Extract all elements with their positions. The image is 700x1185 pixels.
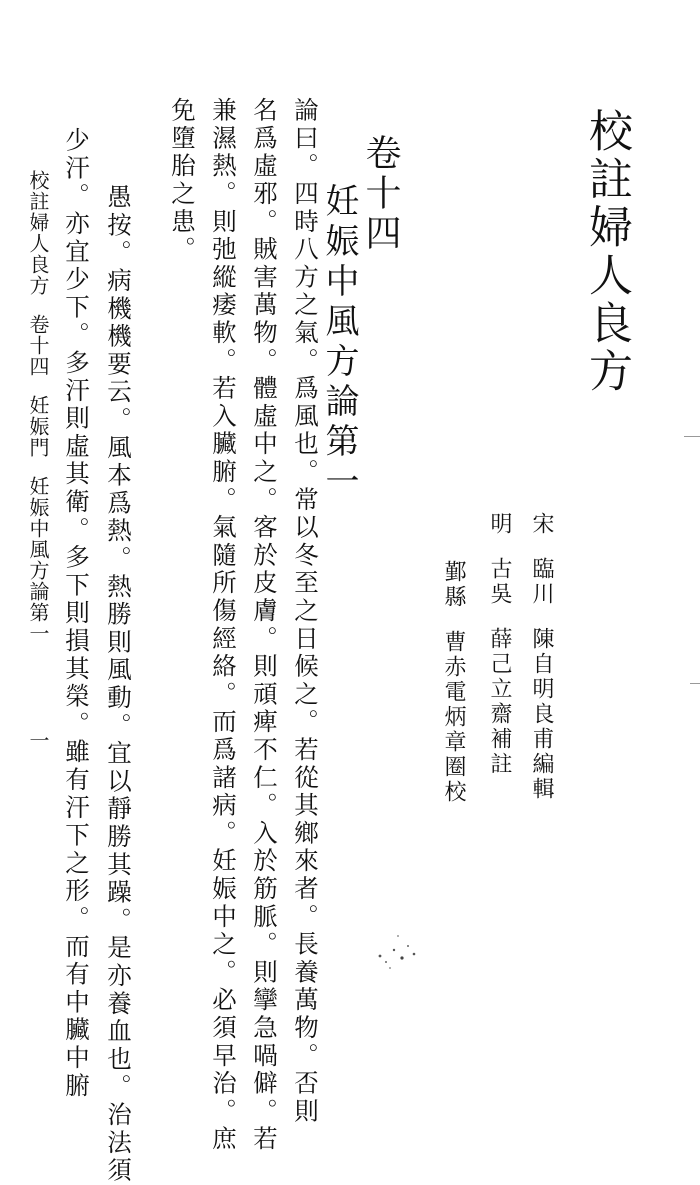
compiler-place: 鄞縣: [441, 560, 466, 610]
compiler-dynasty: 宋: [529, 512, 554, 537]
page-number: 一: [26, 730, 50, 751]
body-text-column-3: 兼濕熱。則弛縱痿軟。若入臟腑。氣隨所傷經絡。而爲諸病。妊娠中之。必須早治。庶: [209, 97, 238, 1154]
compiler-place: 臨川: [529, 557, 554, 607]
ink-speckle-marks: [372, 928, 422, 970]
footer-book-title: 校註婦人良方: [26, 170, 50, 296]
note-text-column-2: 少汗。亦宜少下。多汗則虛其衛。多下則損其榮。雖有汗下之形。而有中臟中腑: [62, 127, 91, 1100]
body-text-column-1: 論曰。四時八方之氣。爲風也。常以冬至之日候之。若從其鄉來者。長養萬物。否則: [291, 97, 320, 1126]
chapter-title: 妊娠中風方論第一: [319, 183, 359, 503]
compiler-name: 曹赤電炳章圈校: [441, 630, 466, 805]
scan-mark-right: [684, 436, 700, 437]
body-text-column-2: 名爲虛邪。賊害萬物。體虛中之。客於皮膚。則頑痺不仁。入於筋脈。則攣急喎僻。若: [250, 97, 279, 1154]
compiler-dynasty: 明: [487, 512, 512, 537]
page-footer: [28, 170, 48, 751]
compiler-place: 古吳: [487, 557, 512, 607]
note-text-column-1: 愚按。病機機要云。風本爲熱。熱勝則風動。宜以靜勝其躁。是亦養血也。治法須: [104, 184, 133, 1185]
body-text-column-4: 免墮胎之患。: [168, 97, 197, 264]
footer-volume: 卷十四: [26, 314, 50, 377]
footer-section: 妊娠門: [26, 395, 50, 458]
volume-label: 卷十四: [360, 134, 401, 254]
compiler-row-ming: [488, 512, 510, 777]
compiler-name: 陳自明良甫編輯: [529, 627, 554, 802]
compiler-row-song: [530, 512, 552, 802]
compiler-name: 薛己立齋補註: [487, 627, 512, 777]
scan-mark-right-lower: [690, 683, 700, 684]
book-title: 校註婦人良方: [581, 108, 632, 396]
footer-chapter: 妊娠中風方論第一: [26, 476, 50, 644]
compiler-row-editor: [442, 560, 464, 805]
